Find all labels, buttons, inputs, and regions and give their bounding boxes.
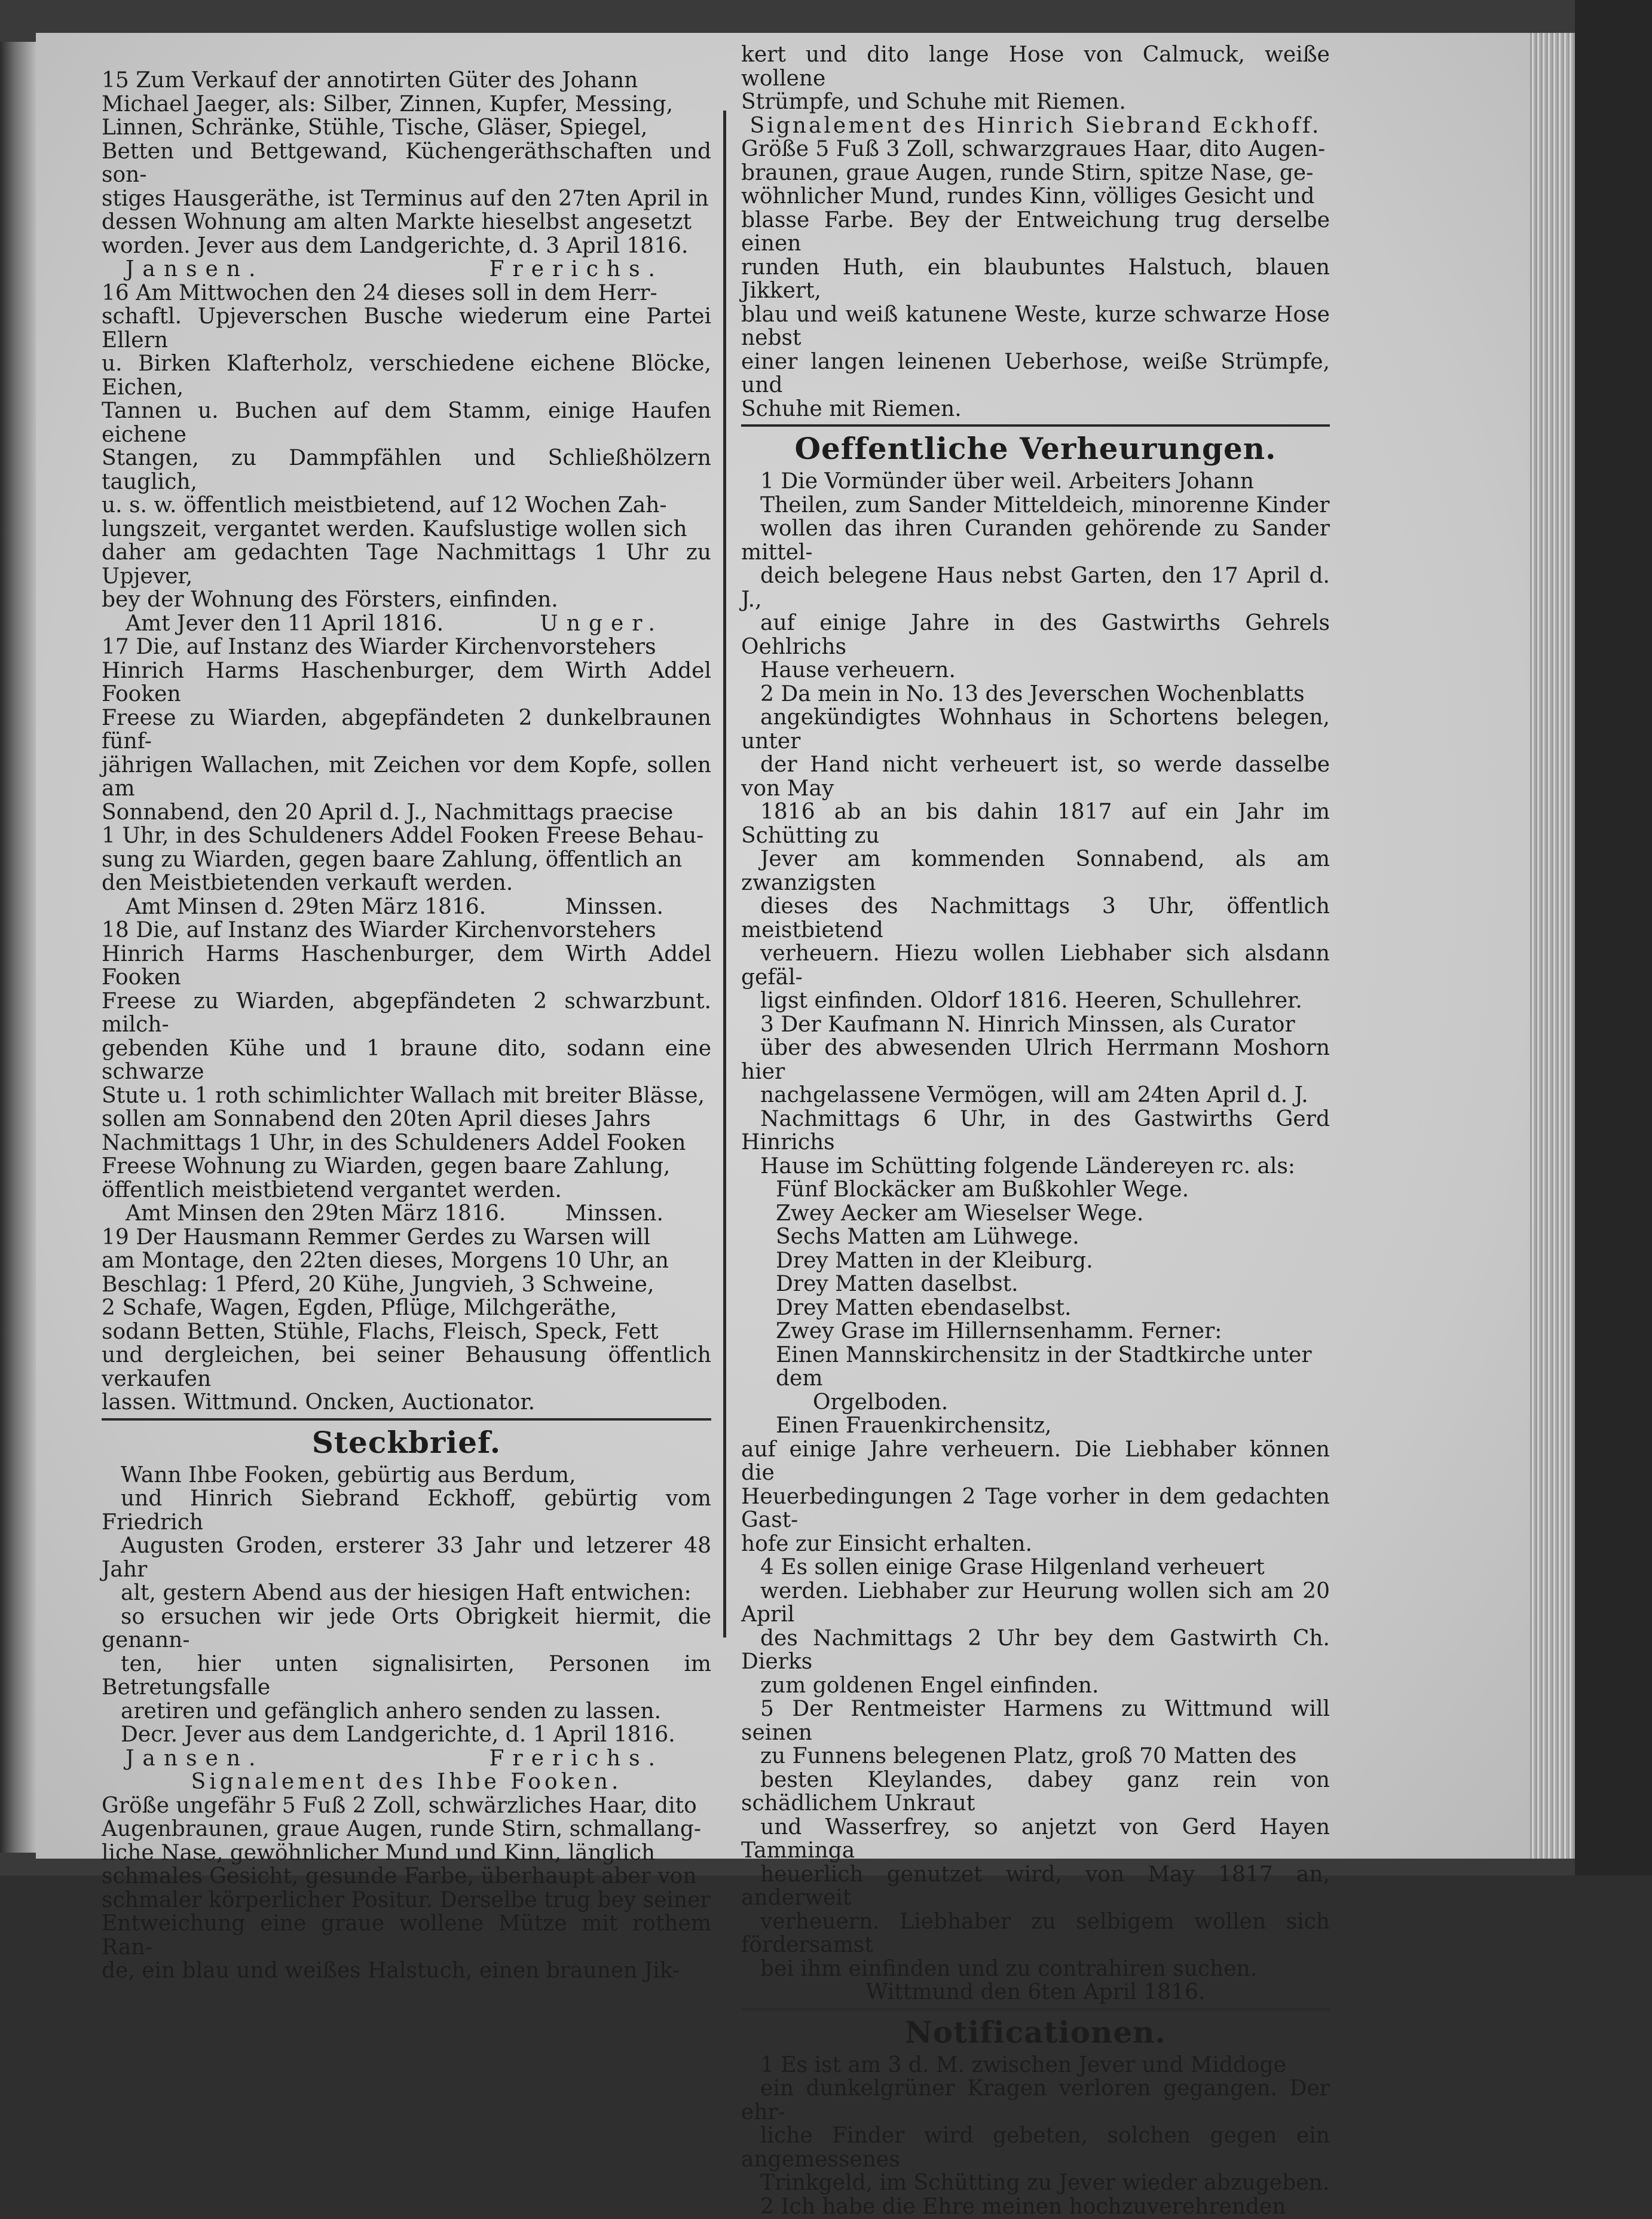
notice-line: Tannen u. Buchen auf dem Stamm, einige Haufen eichene: [102, 399, 711, 447]
notice-line: schmaler körperlicher Positur. Derselbe trug bey seiner: [102, 1887, 711, 1912]
page-stack-edge: [1530, 33, 1575, 1859]
notice-line: Theilen, zum Sander Mitteldeich, minorenne Kinder: [760, 492, 1330, 518]
notice-line: Stute u. 1 roth schimlichter Wallach mit breiter Blässe,: [102, 1083, 705, 1108]
notice-line: blasse Farbe. Bey der Entweichung trug derselbe einen: [741, 207, 1330, 256]
notice-line: Heuerbedingungen 2 Tage vorher in dem gedachten Gast-: [741, 1484, 1330, 1532]
notice-line: der Hand nicht verheuert ist, so werde dasselbe von May: [741, 752, 1330, 801]
notice-line: dieses des Nachmittags 3 Uhr, öffentlich meistbietend: [741, 894, 1330, 942]
signalement-eckhoff-text: [741, 137, 1330, 421]
notification-2: [741, 2195, 1330, 2219]
notice-line: Beschlag: 1 Pferd, 20 Kühe, Jungvieh, 3 Schweine,: [102, 1272, 654, 1297]
notification-1: [741, 2053, 1330, 2195]
notice-line: Trinkgeld, im Schütting zu Jever wieder abzugeben.: [760, 2171, 1330, 2195]
notice-18-signature: [102, 1202, 711, 1226]
notice-line: wollen das ihren Curanden gehörende zu Sander mittel-: [741, 516, 1330, 565]
notice-line: öffentlich meistbietend vergantet werden.: [102, 1177, 562, 1202]
notice-line: Augusten Groden, ersterer 33 Jahr und letzerer 48 Jahr: [102, 1534, 711, 1582]
signature-left: Jansen.: [126, 257, 264, 281]
notice-line: 2 Ich habe die Ehre meinen hochzuverehrenden: [760, 2194, 1286, 2219]
notice-line: am Montage, den 22ten dieses, Morgens 10 Uhr, an: [102, 1248, 669, 1273]
signature-right: Frerichs.: [489, 257, 663, 281]
notice-line: Freese zu Wiarden, abgepfändeten 2 dunkelbraunen fünf-: [102, 705, 711, 754]
notice-line: und Hinrich Siebrand Eckhoff, gebürtig vom Friedrich: [102, 1486, 711, 1535]
notice-line: auf einige Jahre verheuern. Die Liebhaber können die: [741, 1437, 1330, 1485]
notice-line: sung zu Wiarden, gegen baare Zahlung, öffentlich an: [102, 847, 683, 872]
steckbrief-signature: [102, 1747, 711, 1771]
steckbrief-text: [102, 1464, 711, 1747]
notice-line: u. Birken Klafterholz, verschiedene eichene Blöcke, Eichen,: [102, 351, 711, 400]
notice-line: verheuern. Hiezu wollen Liebhaber sich alsdann gefäl-: [741, 941, 1330, 990]
notice-line: 1 Die Vormünder über weil. Arbeiters Johann: [760, 469, 1254, 494]
section-rule: [741, 2008, 1330, 2010]
notice-line: Nachmittags 1 Uhr, in des Schuldeners Addel Fooken: [102, 1130, 686, 1155]
notice-line: einer langen leinenen Ueberhose, weiße Strümpfe, und: [741, 349, 1330, 397]
notice-line: Nachmittags 6 Uhr, in des Gastwirths Gerd Hinrichs: [741, 1106, 1330, 1155]
notice-17: [102, 635, 711, 895]
notice-line: des Nachmittags 2 Uhr bey dem Gastwirth Ch. Dierks: [741, 1626, 1330, 1674]
notice-line: auf einige Jahre in des Gastwirths Gehrels Oehlrichs: [741, 611, 1330, 659]
signature-right: Frerichs.: [489, 1746, 663, 1771]
notice-line: u. s. w. öffentlich meistbietend, auf 12 Wochen Zah-: [102, 493, 667, 518]
notice-line: über des abwesenden Ulrich Herrmann Moshorn hier: [741, 1036, 1330, 1084]
notice-line: 3 Der Kaufmann N. Hinrich Minssen, als Curator: [760, 1012, 1295, 1037]
notice-line: de, ein blau und weißes Halstuch, einen braunen Jik-: [102, 1958, 680, 1983]
notice-line: werden. Liebhaber zur Heurung wollen sich am 20 April: [741, 1578, 1330, 1627]
notice-line: zum goldenen Engel einfinden.: [760, 1673, 1099, 1698]
list-item: Einen Frauenkirchensitz,: [776, 1413, 1052, 1438]
list-item: Drey Matten in der Kleiburg.: [776, 1248, 1093, 1273]
notice-line: und dergleichen, bei seiner Behausung öffentlich verkaufen: [102, 1343, 711, 1391]
notice-line: Freese Wohnung zu Wiarden, gegen baare Zahlung,: [102, 1154, 671, 1179]
signalement-ihbe-text: [102, 1794, 711, 1983]
notice-line: und Wasserfrey, so anjetzt von Gerd Hayen Tamminga: [741, 1814, 1330, 1863]
signalement-eckhoff-title: Signalement des Hinrich Siebrand Eckhoff.: [749, 113, 1321, 138]
notice-line: schaftl. Upjeverschen Busche wiederum eine Partei Ellern: [102, 304, 711, 353]
notice-line: 1 Es ist am 3 d. M. zwischen Jever und Middoge: [760, 2052, 1286, 2077]
notice-line: liche Finder wird gebeten, solchen gegen ein angemessenes: [741, 2123, 1330, 2172]
background-shadow: [1575, 0, 1652, 1875]
signature-left: Amt Jever den 11 April 1816.: [126, 611, 444, 636]
notice-line: Augenbraunen, graue Augen, runde Stirn, schmallang-: [102, 1817, 702, 1841]
notice-line: heuerlich genutzet wird, von May 1817 an, anderweit: [741, 1862, 1330, 1910]
notice-line: Stangen, zu Dammpfählen und Schließhölzern tauglich,: [102, 446, 711, 494]
notice-17-signature: [102, 895, 711, 919]
notice-line: schmales Gesicht, gesunde Farbe, überhaupt aber von: [102, 1864, 697, 1889]
list-item: Fünf Blockäcker am Bußkohler Wege.: [776, 1177, 1189, 1202]
notice-line: 15 Zum Verkauf der annotirten Güter des Johann: [102, 68, 638, 93]
notice-line: verheuern. Liebhaber zu selbigem wollen sich fördersamst: [741, 1909, 1330, 1957]
notice-line: 1816 ab an bis dahin 1817 auf ein Jahr im Schütting zu: [741, 800, 1330, 848]
notice-line: aretiren und gefänglich anhero senden zu lassen.: [121, 1698, 662, 1724]
notice-line: Strümpfe, und Schuhe mit Riemen.: [741, 90, 1126, 114]
notice-line: lungszeit, vergantet werden. Kaufslustige wollen sich: [102, 516, 687, 541]
list-item: Einen Mannskirchensitz in der Stadtkirche unter dem: [776, 1342, 1312, 1391]
notice-line: stiges Hausgeräthe, ist Terminus auf den 27ten April in: [102, 186, 709, 211]
signature-left: Amt Minsen den 29ten März 1816.: [126, 1201, 506, 1226]
facing-page-edge: [0, 42, 36, 1853]
notice-16: [102, 281, 711, 612]
notice-line: Freese zu Wiarden, abgepfändeten 2 schwarzbunt. milch-: [102, 988, 711, 1037]
signature-right: Minssen.: [565, 894, 663, 919]
notice-line: runden Huth, ein blaubuntes Halstuch, blauen Jikkert,: [741, 255, 1330, 303]
notice-line: kert und dito lange Hose von Calmuck, weiße wollene: [741, 42, 1330, 91]
notice-line: nachgelassene Vermögen, will am 24ten April d. J.: [760, 1083, 1308, 1107]
notice-line: angekündigtes Wohnhaus in Schortens belegen, unter: [741, 705, 1330, 754]
verheurung-1: [741, 470, 1330, 682]
notice-line: blau und weiß katunene Weste, kurze schwarze Hose nebst: [741, 302, 1330, 350]
land-list: [741, 1178, 1330, 1438]
notice-line: 18 Die, auf Instanz des Wiarder Kirchenvorstehers: [102, 918, 656, 942]
notice-line: jährigen Wallachen, mit Zeichen vor dem Kopfe, sollen am: [102, 752, 711, 801]
notice-line: daher am gedachten Tage Nachmittags 1 Uhr zu Upjever,: [102, 540, 711, 589]
notice-line: bei ihm einfinden und zu contrahiren suchen.: [760, 1956, 1258, 1981]
notice-line: 19 Der Hausmann Remmer Gerdes zu Warsen will: [102, 1225, 651, 1250]
verheurung-5-signature: Wittmund den 6ten April 1816.: [865, 1980, 1206, 2004]
notice-line: ten, hier unten signalisirten, Personen im Betretungsfalle: [102, 1651, 711, 1700]
signature-left: Amt Minsen d. 29ten März 1816.: [126, 894, 487, 919]
notice-line: den Meistbietenden verkauft werden.: [102, 871, 513, 895]
notice-line: Jever am kommenden Sonnabend, als am zwanzigsten: [741, 847, 1330, 895]
notice-line: Entweichung eine graue wollene Mütze mit rothem Ran-: [102, 1911, 711, 1960]
notice-line: besten Kleylandes, dabey ganz rein von schädlichem Unkraut: [741, 1767, 1330, 1816]
verheurungen-heading: Oeffentliche Verheurungen.: [794, 431, 1277, 466]
verheurung-2: [741, 682, 1330, 1013]
verheurung-4: [741, 1556, 1330, 1697]
signalement-ihbe-continued: [741, 43, 1330, 114]
steckbrief-heading: Steckbrief.: [311, 1424, 501, 1460]
notice-line: liche Nase, gewöhnlicher Mund und Kinn, länglich: [102, 1840, 656, 1865]
notice-15-signature: [102, 258, 711, 281]
notice-line: Wann Ihbe Fooken, gebürtig aus Berdum,: [121, 1462, 576, 1488]
list-item: Zwey Aecker am Wieselser Wege.: [776, 1201, 1144, 1226]
notice-line: gebenden Kühe und 1 braune dito, sodann eine schwarze: [102, 1036, 711, 1084]
notice-line: 16 Am Mittwochen den 24 dieses soll in dem Herr-: [102, 280, 657, 305]
list-item: Orgelboden.: [813, 1389, 949, 1415]
notice-line: Sonnabend, den 20 April d. J., Nachmittags praecise: [102, 800, 674, 825]
list-item: Zwey Grase im Hillernsenhamm. Ferner:: [776, 1319, 1222, 1343]
signature-right: Unger.: [540, 611, 663, 636]
notice-line: 1 Uhr, in des Schuldeners Addel Fooken Freese Behau-: [102, 824, 704, 848]
verheurung-5: [741, 1697, 1330, 1981]
right-column: [741, 43, 1330, 2218]
notice-line: ein dunkelgrüner Kragen verloren gegangen. Der ehr-: [741, 2076, 1330, 2125]
list-item: Sechs Matten am Lühwege.: [776, 1225, 1079, 1249]
signature-left: Jansen.: [126, 1746, 264, 1771]
list-item: Drey Matten daselbst.: [776, 1272, 1018, 1296]
notice-15: [102, 69, 711, 258]
left-column: [102, 69, 711, 1983]
notice-line: Hinrich Harms Haschenburger, dem Wirth Addel Fooken: [102, 658, 711, 706]
notice-19: [102, 1226, 711, 1415]
section-rule: [102, 1418, 711, 1421]
notice-16-signature: [102, 612, 711, 636]
notice-line: Schuhe mit Riemen.: [741, 396, 962, 421]
signature-right: Minssen.: [565, 1201, 663, 1226]
notice-line: worden. Jever aus dem Landgerichte, d. 3 April 1816.: [102, 233, 689, 258]
notice-18: [102, 919, 711, 1202]
section-rule: [741, 424, 1330, 427]
notice-line: 5 Der Rentmeister Harmens zu Wittmund will seinen: [741, 1697, 1330, 1745]
notice-line: deich belegene Haus nebst Garten, den 17 April d. J.,: [741, 564, 1330, 612]
notificationen-heading: Notificationen.: [905, 2014, 1166, 2050]
notice-line: 2 Da mein in No. 13 des Jeverschen Wochenblatts: [760, 681, 1305, 706]
notice-line: dessen Wohnung am alten Markte hieselbst angesetzt: [102, 210, 692, 234]
verheurung-3: [741, 1013, 1330, 1179]
notice-line: Hinrich Harms Haschenburger, dem Wirth Addel Fooken: [102, 941, 711, 990]
notice-line: lassen. Wittmund. Oncken, Auctionator.: [102, 1390, 536, 1415]
notice-line: 2 Schafe, Wagen, Egden, Pflüge, Milchgeräthe,: [102, 1296, 617, 1320]
notice-line: Größe 5 Fuß 3 Zoll, schwarzgraues Haar, dito Augen-: [741, 137, 1326, 161]
notice-line: Hause im Schütting folgende Ländereyen rc. als:: [760, 1153, 1296, 1179]
notice-line: ligst einfinden. Oldorf 1816. Heeren, Schullehrer.: [760, 988, 1302, 1013]
notice-line: Betten und Bettgewand, Küchengeräthschaften und son-: [102, 139, 711, 187]
notice-line: sodann Betten, Stühle, Flachs, Fleisch, Speck, Fett: [102, 1319, 659, 1344]
notice-line: sollen am Sonnabend den 20ten April dieses Jahrs: [102, 1107, 651, 1131]
notice-line: 17 Die, auf Instanz des Wiarder Kirchenvorstehers: [102, 635, 656, 659]
notice-line: alt, gestern Abend aus der hiesigen Haft entwichen:: [121, 1581, 692, 1605]
column-divider: [723, 111, 726, 1638]
notice-line: braunen, graue Augen, runde Stirn, spitze Nase, ge-: [741, 160, 1314, 185]
notice-line: so ersuchen wir jede Orts Obrigkeit hiermit, die genann-: [102, 1604, 711, 1652]
notice-line: Decr. Jever aus dem Landgerichte, d. 1 April 1816.: [121, 1722, 675, 1747]
list-item: Drey Matten ebendaselbst.: [776, 1295, 1072, 1320]
notice-line: Hause verheuern.: [760, 658, 956, 682]
notice-line: Größe ungefähr 5 Fuß 2 Zoll, schwärzliches Haar, dito: [102, 1793, 697, 1818]
verheurung-3-end: [741, 1438, 1330, 1556]
notice-line: bey der Wohnung des Försters, einfinden.: [102, 587, 558, 612]
notice-line: Michael Jaeger, als: Silber, Zinnen, Kupfer, Messing,: [102, 91, 674, 117]
notice-line: 4 Es sollen einige Grase Hilgenland verheuert: [760, 1555, 1265, 1580]
notice-line: hofe zur Einsicht erhalten.: [741, 1531, 1033, 1556]
signalement-ihbe-title: Signalement des Ihbe Fooken.: [191, 1770, 622, 1794]
notice-line: zu Funnens belegenen Platz, groß 70 Matten des: [760, 1744, 1297, 1768]
notice-line: wöhnlicher Mund, rundes Kinn, völliges Gesicht und: [741, 184, 1315, 209]
notice-line: Linnen, Schränke, Stühle, Tische, Gläser, Spiegel,: [102, 115, 648, 140]
